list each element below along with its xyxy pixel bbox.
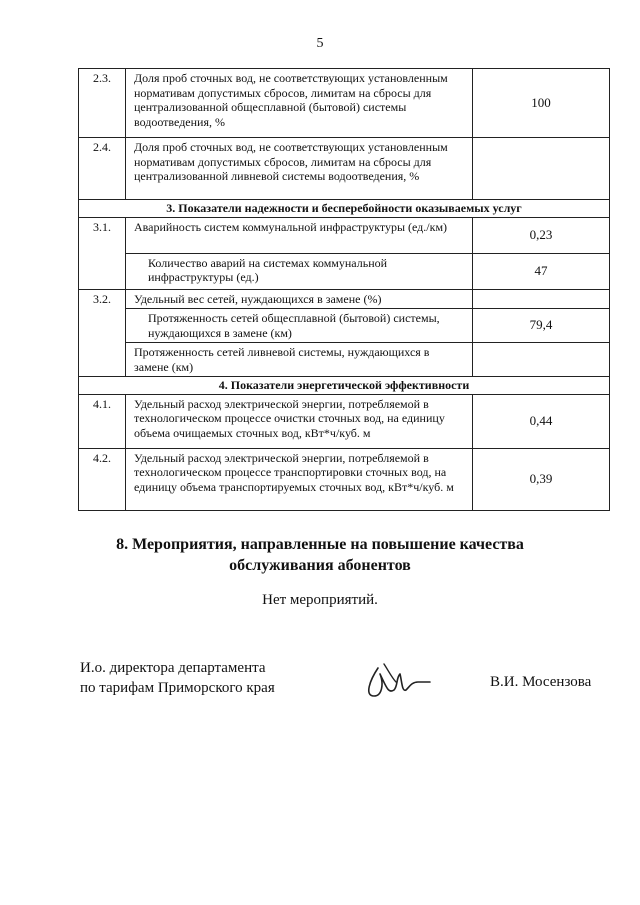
table-row [79,217,610,253]
row-value [473,138,610,200]
section-header: 4. Показатели энергетической эффективности [79,377,610,395]
no-measures-text: Нет мероприятий. [262,592,378,608]
row-text: Удельный расход электрической энергии, потребляемой в технологическом процессе очистки сточных вод, на единицу объема очищаемых сточных вод, кВт*ч/куб. м [126,394,473,448]
indicators-table [78,68,610,511]
row-text: Количество аварий на системах коммунальной инфраструктуры (ед.) [148,255,388,284]
row-number: 2.3. [79,69,126,138]
section-header: 3. Показатели надежности и бесперебойности оказываемых услуг [79,200,610,218]
row-number: 4.1. [79,394,126,448]
row-number: 3.2. [79,289,126,377]
row-text: Протяженность сетей общесплавной (бытовой) системы, нуждающихся в замене (км) [148,311,440,340]
table-row [79,394,610,448]
row-value: 0,39 [473,448,610,510]
row-text: Удельный вес сетей, нуждающихся в замене (%) [126,289,473,309]
table-row [79,253,610,289]
row-number: 3.1. [79,217,126,289]
table-row [79,309,610,343]
section-header-row [79,377,610,395]
row-text: Аварийность систем коммунальной инфраструктуры (ед./км) [126,217,473,253]
section-8-heading [0,534,640,576]
signatory-title [80,658,275,698]
section-header-row [79,200,610,218]
table-row [79,289,610,309]
section-8-heading-line2: обслуживания абонентов [229,557,411,574]
signatory-title-line1: И.о. директора департамента [80,660,266,676]
row-text: Доля проб сточных вод, не соответствующих установленным нормативам допустимых сбросов, лимитам на сбросы для централизованной общесплавной (бытовой) системы водоотведения, % [126,69,473,138]
row-text: Протяженность сетей ливневой системы, нуждающихся в замене (км) [126,343,473,377]
row-value: 100 [473,69,610,138]
signatory-name: В.И. Мосензова [490,674,592,690]
row-value: 79,4 [473,309,610,343]
table-row [79,69,610,138]
row-number: 4.2. [79,448,126,510]
row-value: 0,23 [473,217,610,253]
table-row [79,138,610,200]
row-value: 47 [473,253,610,289]
row-number: 2.4. [79,138,126,200]
table-row [79,343,610,377]
page-number: 5 [316,36,324,51]
signatory-title-line2: по тарифам Приморского края [80,680,275,696]
row-text: Доля проб сточных вод, не соответствующих установленным нормативам допустимых сбросов, лимитам на сбросы для централизованной ливневой системы водоотведения, % [126,138,473,200]
handwritten-signature [362,660,434,706]
row-value: 0,44 [473,394,610,448]
row-text: Удельный расход электрической энергии, потребляемой в технологическом процессе транспортировки сточных вод, на единицу объема транспортируемых сточных вод, кВт*ч/куб. м [126,448,473,510]
row-value [473,289,610,309]
section-8-heading-line1: 8. Мероприятия, направленные на повышение качества [116,536,524,553]
row-value [473,343,610,377]
table-row [79,448,610,510]
